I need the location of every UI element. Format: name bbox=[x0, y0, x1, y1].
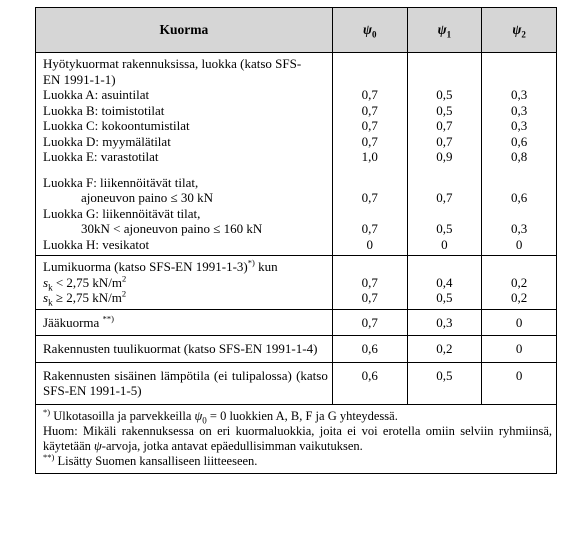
snow-r1-psi2: 0,2 bbox=[511, 274, 528, 290]
snow-psi2-column bbox=[482, 256, 557, 310]
value-b-psi1: 0,5 bbox=[436, 102, 453, 118]
ice-psi0: 0,7 bbox=[332, 309, 407, 336]
row-label-d: Luokka D: myymälätilat bbox=[43, 133, 171, 149]
row-label-g-1: Luokka G: liikennöitävät tilat, bbox=[43, 205, 201, 221]
value-f-psi0: 0,7 bbox=[361, 190, 378, 205]
imposed-psi2-column bbox=[482, 53, 557, 256]
table-row-ice bbox=[36, 309, 557, 336]
note-1: *) Ulkotasoilla ja parvekkeilla $\psi_0 = 0$ luokkien A, B, F ja G yhteydessä. bbox=[43, 406, 398, 425]
table-row-snow bbox=[36, 256, 557, 310]
temperature-psi2: 0 bbox=[482, 362, 557, 404]
snow-r2-psi0: 0,7 bbox=[361, 290, 378, 305]
value-h-psi1: 0 bbox=[441, 236, 448, 252]
row-label-c: Luokka C: kokoontumistilat bbox=[43, 118, 190, 133]
value-a-psi0: 0,7 bbox=[361, 87, 378, 102]
header-psi0: $\psi_0$ bbox=[332, 8, 407, 53]
row-label-f-2: ajoneuvon paino ≤ 30 kN bbox=[81, 190, 214, 205]
imposed-title-line1: Hyötykuormat rakennuksissa, luokka (katso SFS- bbox=[43, 56, 302, 71]
table-row-imposed-loads bbox=[36, 53, 557, 256]
note-2: Huom: Mikäli rakennuksessa on eri kuormaluokkia, joita ei voi erotella omiin selviin ryhmiinsä, käytetään ψ-arvoja, jotka antavat epäedullisimman vaikutuksen. bbox=[43, 423, 552, 453]
imposed-loads-labels bbox=[36, 53, 333, 256]
wind-label: Rakennusten tuulikuormat (katso SFS-EN 1991-1-4) bbox=[36, 336, 333, 363]
value-a-psi2: 0,3 bbox=[511, 87, 528, 102]
value-h-psi0: 0 bbox=[366, 236, 373, 252]
header-psi1: $\psi_1$ bbox=[407, 8, 482, 53]
value-g-psi0: 0,7 bbox=[361, 221, 378, 236]
row-label-b: Luokka B: toimistotilat bbox=[43, 102, 165, 118]
wind-psi1: 0,2 bbox=[407, 336, 482, 363]
table-row-wind bbox=[36, 336, 557, 363]
temperature-label: Rakennusten sisäinen lämpötila (ei tulipalossa) (katso SFS-EN 1991-1-5) bbox=[36, 362, 333, 404]
temperature-psi1: 0,5 bbox=[407, 362, 482, 404]
row-label-a: Luokka A: asuintilat bbox=[43, 87, 150, 102]
ice-psi2: 0 bbox=[482, 309, 557, 336]
snow-title: Lumikuorma (katso SFS-EN 1991-1-3)*) kun bbox=[43, 257, 278, 274]
snow-row1-label: $s_k < 2,75$ $kN/m^2$ bbox=[43, 273, 127, 293]
value-f-psi1: 0,7 bbox=[436, 190, 453, 205]
value-c-psi0: 0,7 bbox=[361, 118, 378, 133]
wind-psi2: 0 bbox=[482, 336, 557, 363]
note-3: **) Lisätty Suomen kansalliseen liitteeseen. bbox=[43, 451, 258, 468]
row-label-h: Luokka H: vesikatot bbox=[43, 236, 150, 252]
imposed-psi0-column bbox=[332, 53, 407, 256]
snow-r2-psi2: 0,2 bbox=[511, 290, 528, 305]
snow-r1-psi0: 0,7 bbox=[361, 274, 378, 290]
value-d-psi2: 0,6 bbox=[511, 133, 528, 149]
value-c-psi2: 0,3 bbox=[511, 118, 528, 133]
value-e-psi1: 0,9 bbox=[436, 149, 453, 164]
snow-psi0-column bbox=[332, 256, 407, 310]
temperature-psi0: 0,6 bbox=[332, 362, 407, 404]
load-combination-table bbox=[35, 7, 557, 474]
value-h-psi2: 0 bbox=[515, 236, 523, 252]
value-e-psi2: 0,8 bbox=[511, 149, 528, 164]
imposed-title-line2: EN 1991-1-1) bbox=[43, 71, 116, 87]
table-header-row bbox=[36, 8, 557, 53]
snow-labels bbox=[36, 256, 333, 310]
value-d-psi1: 0,7 bbox=[436, 133, 453, 149]
value-g-psi2: 0,3 bbox=[511, 221, 528, 236]
table-row-notes bbox=[36, 404, 557, 473]
header-kuorma: Kuorma bbox=[36, 8, 333, 53]
value-b-psi0: 0,7 bbox=[361, 102, 378, 118]
row-label-g-2: 30kN < ajoneuvon paino ≤ 160 kN bbox=[81, 221, 263, 236]
ice-label: Jääkuorma **) bbox=[36, 309, 333, 336]
table-row-temperature bbox=[36, 362, 557, 404]
snow-r2-psi1: 0,5 bbox=[436, 290, 453, 305]
value-d-psi0: 0,7 bbox=[361, 133, 378, 149]
ice-psi1: 0,3 bbox=[407, 309, 482, 336]
value-b-psi2: 0,3 bbox=[511, 102, 528, 118]
value-g-psi1: 0,5 bbox=[436, 221, 453, 236]
header-psi2: $\psi_2$ bbox=[482, 8, 557, 53]
value-a-psi1: 0,5 bbox=[436, 87, 453, 102]
table-notes bbox=[36, 404, 557, 473]
value-f-psi2: 0,6 bbox=[511, 190, 528, 205]
snow-r1-psi1: 0,4 bbox=[436, 274, 453, 290]
wind-psi0: 0,6 bbox=[332, 336, 407, 363]
value-c-psi1: 0,7 bbox=[436, 118, 453, 133]
row-label-e: Luokka E: varastotilat bbox=[43, 149, 159, 164]
imposed-psi1-column bbox=[407, 53, 482, 256]
snow-row2-label: $s_k \ge 2,75$ $kN/m^2$ bbox=[43, 288, 127, 308]
value-e-psi0: 1,0 bbox=[361, 149, 378, 164]
row-label-f-1: Luokka F: liikennöitävät tilat, bbox=[43, 174, 199, 190]
snow-psi1-column bbox=[407, 256, 482, 310]
